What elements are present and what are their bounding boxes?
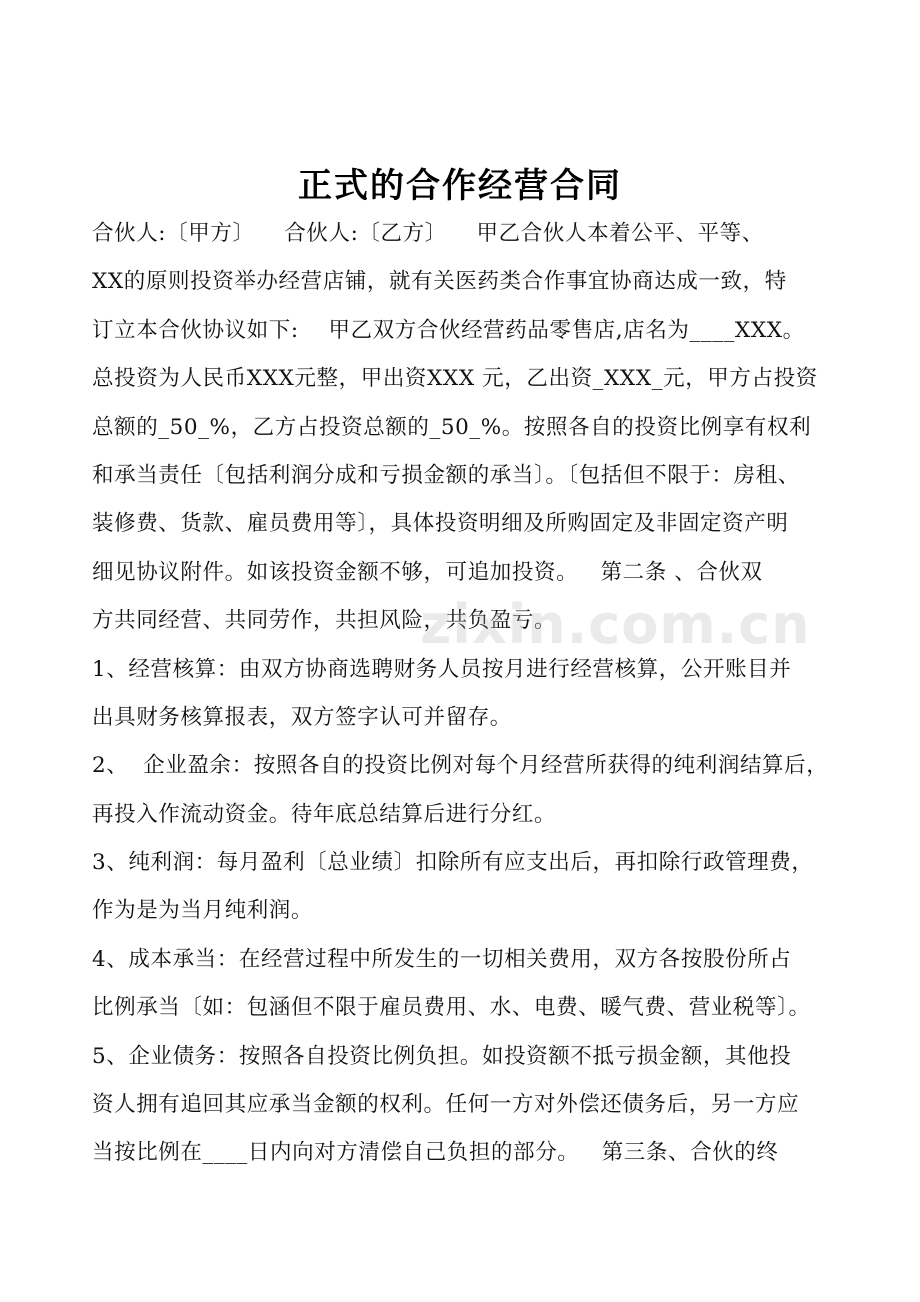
- body-line: 和承当责任〔包括利润分成和亏损金额的承当〕。〔包括但不限于：房租、: [92, 462, 800, 488]
- body-line: 装修费、货款、雇员费用等〕，具体投资明细及所购固定及非固定资产明: [92, 511, 789, 537]
- body-line: XX的原则投资举办经营店铺，就有关医药类合作事宜协商达成一致，特: [92, 269, 787, 295]
- body-line: 2、 企业盈余：按照各自的投资比例对每个月经营所获得的纯利润结算后，: [92, 753, 829, 779]
- body-line: 总额的_50_%，乙方占投资总额的_50_%。按照各自的投资比例享有权利: [92, 414, 812, 440]
- document-title: 正式的合作经营合同: [298, 166, 622, 206]
- body-line: 细见协议附件。如该投资金额不够，可追加投资。 第二条 、合伙双: [92, 559, 763, 585]
- contract-body: [92, 210, 852, 1178]
- body-line: 总投资为人民币XXX元整，甲出资XXX 元，乙出资_XXX_元，甲方占投资: [92, 366, 818, 392]
- body-line: 1、经营核算：由双方协商选聘财务人员按月进行经营核算，公开账目并: [92, 656, 792, 682]
- body-line: 合伙人:〔甲方〕 合伙人:〔乙方〕 甲乙合伙人本着公平、平等、: [92, 221, 764, 246]
- body-line: 订立本合伙协议如下: 甲乙双方合伙经营药品零售店,店名为____XXX。: [92, 317, 805, 343]
- body-line: 出具财务核算报表，双方签字认可并留存。: [92, 704, 512, 730]
- body-line: 3、纯利润：每月盈利〔总业绩〕扣除所有应支出后，再扣除行政管理费，: [92, 850, 814, 876]
- body-line: 方共同经营、共同劳作，共担风险，共负盈亏。: [92, 608, 557, 634]
- body-line: 作为是为当月纯利润。: [92, 898, 314, 924]
- body-line: 4、成本承当：在经营过程中所发生的一切相关费用，双方各按股份所占: [92, 946, 792, 972]
- body-line: 再投入作流动资金。待年底总结算后进行分红。: [92, 801, 557, 827]
- body-line: 资人拥有追回其应承当金额的权利。任何一方对外偿还债务后，另一方应: [92, 1092, 800, 1118]
- body-line: 5、企业债务：按照各自投资比例负担。如投资额不抵亏损金额，其他投: [92, 1043, 792, 1069]
- watermark: zixin.com.cn: [420, 593, 811, 656]
- body-line: 比例承当〔如：包涵但不限于雇员费用、水、电费、暖气费、营业税等〕。: [92, 995, 811, 1021]
- body-line: 当按比例在____日内向对方清偿自己负担的部分。 第三条、合伙的终: [92, 1140, 779, 1166]
